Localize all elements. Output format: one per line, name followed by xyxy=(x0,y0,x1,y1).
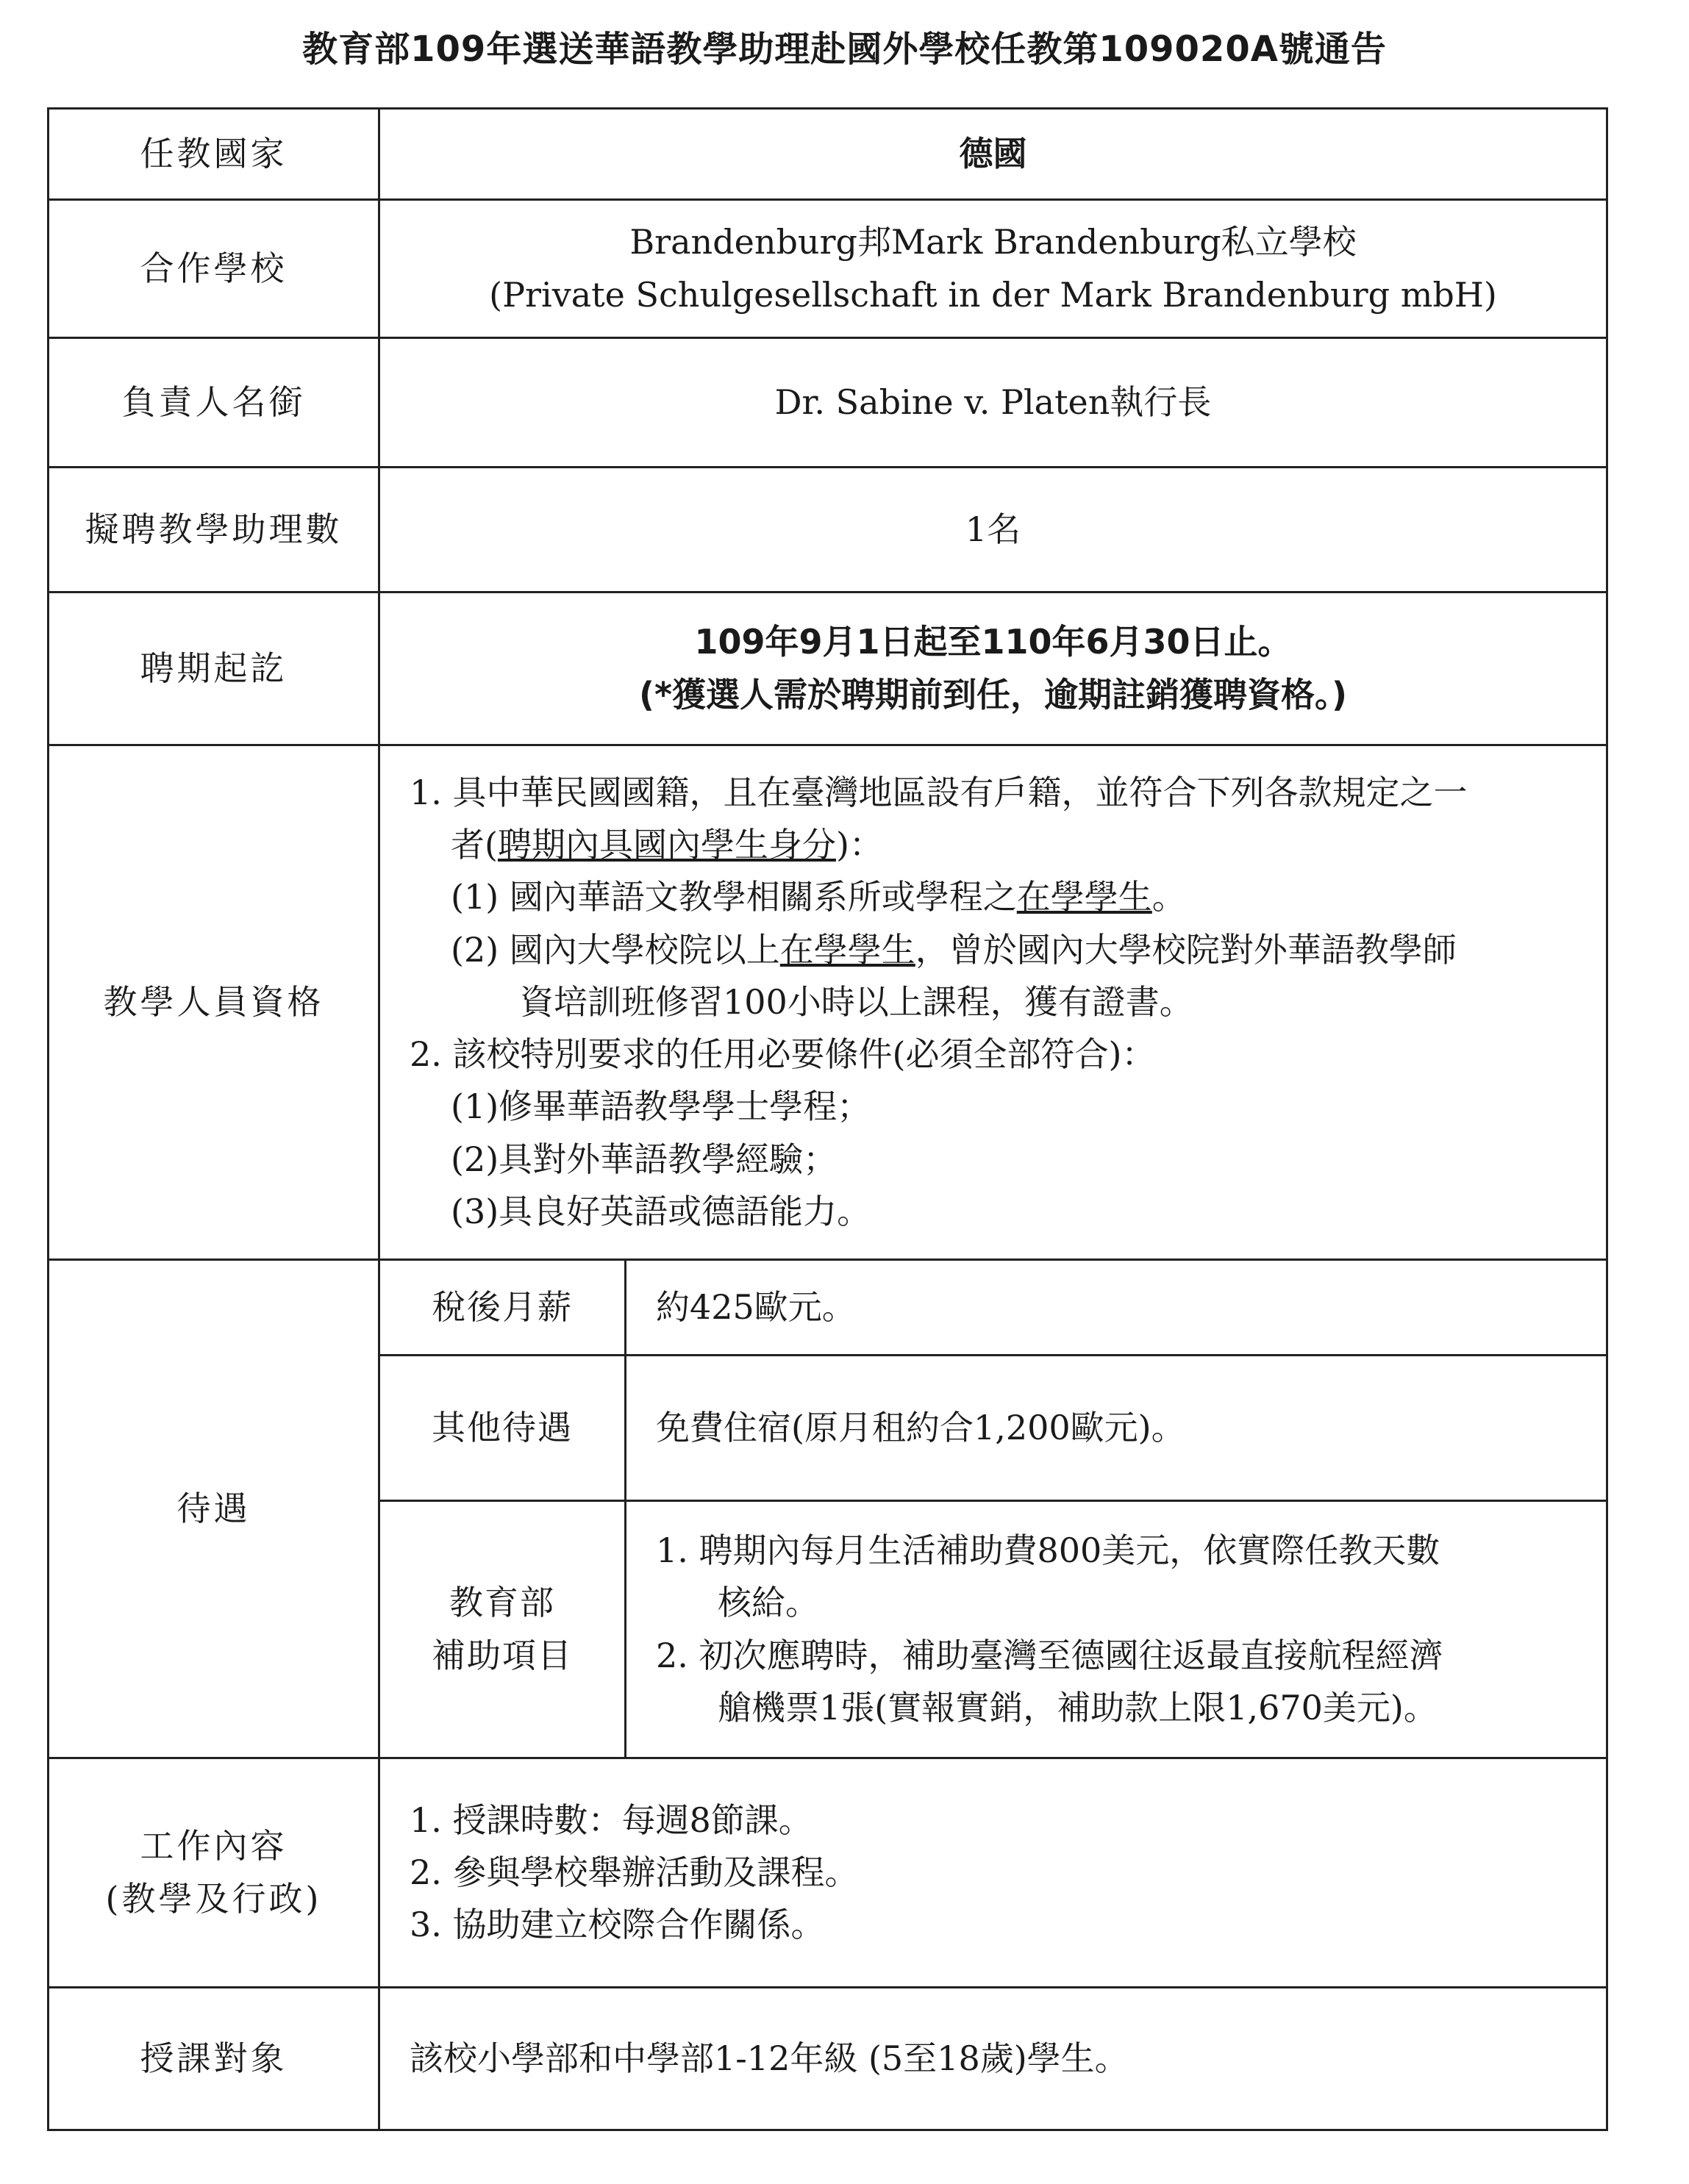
row-school xyxy=(49,200,1607,338)
work-item-2: 2. 參與學校舉辦活動及課程。 xyxy=(410,1852,859,1892)
salary-label: 稅後月薪 xyxy=(379,1260,626,1356)
moe-subsidy-label xyxy=(379,1501,626,1758)
moe-subsidy-value xyxy=(626,1501,1607,1758)
qual-item-1: 1. 具中華民國國籍，且在臺灣地區設有戶籍，並符合下列各款規定之一 xyxy=(410,772,1468,812)
target-label: 授課對象 xyxy=(49,1988,379,2130)
qual-item-2: 2. 該校特別要求的任用必要條件(必須全部符合)： xyxy=(410,1034,1156,1075)
qual-sub-2-post: ，曾於國內大學校院對外華語教學師 xyxy=(915,929,1457,970)
qual-sub-1-post: 。 xyxy=(1151,877,1186,917)
period-value xyxy=(379,592,1607,745)
qual-sub-1-pre: (1) 國內華語文教學相關系所或學程之 xyxy=(451,877,1017,917)
qual-sub-2-pre: (2) 國內大學校院以上 xyxy=(451,929,780,970)
row-country xyxy=(49,109,1607,200)
page-title: 教育部109年選送華語教學助理赴國外學校任教第109020A號通告 xyxy=(302,29,1387,70)
work-item-1: 1. 授課時數：每週8節課。 xyxy=(410,1800,813,1840)
country-value: 德國 xyxy=(379,109,1607,200)
qual-item-1-underline: 聘期內具國內學生身分 xyxy=(497,824,836,864)
country-label: 任教國家 xyxy=(49,109,379,200)
qual-sub-2-underline: 在學學生 xyxy=(779,929,915,970)
row-qualification xyxy=(49,745,1607,1260)
row-salary xyxy=(49,1260,1607,1356)
period-note: (*獲選人需於聘期前到任，逾期註銷獲聘資格。) xyxy=(638,674,1348,715)
row-head xyxy=(49,338,1607,468)
work-item-3: 3. 協助建立校際合作關係。 xyxy=(410,1905,825,1945)
moe-item-1-cont: 核給。 xyxy=(718,1583,819,1623)
notice-table xyxy=(47,107,1608,2131)
school-label: 合作學校 xyxy=(49,200,379,338)
qual-sub-1 xyxy=(410,871,1584,923)
qualification-value xyxy=(379,745,1607,1260)
row-count xyxy=(49,468,1607,592)
qual-sub-2-cont: 資培訓班修習100小時以上課程，獲有證書。 xyxy=(520,981,1193,1022)
qual-item-1-cont xyxy=(410,819,1584,871)
school-name-line2: (Private Schulgesellschaft in der Mark Brandenburg mbH) xyxy=(489,274,1497,315)
row-period xyxy=(49,592,1607,745)
period-label: 聘期起訖 xyxy=(49,592,379,745)
qual-item-1-pre: 者( xyxy=(451,824,498,864)
target-value: 該校小學部和中學部1-12年級 (5至18歲)學生。 xyxy=(379,1988,1607,2130)
qual-item-2-sub-1: (1)修畢華語教學學士學程； xyxy=(451,1086,871,1127)
count-label: 擬聘教學助理數 xyxy=(49,468,379,592)
qual-item-2-sub-3: (3)具良好英語或德語能力。 xyxy=(451,1192,871,1232)
moe-item-2: 2. 初次應聘時，補助臺灣至德國往返最直接航程經濟 xyxy=(656,1635,1443,1675)
row-target xyxy=(49,1988,1607,2130)
other-benefits-label: 其他待遇 xyxy=(379,1356,626,1501)
qual-sub-2 xyxy=(410,924,1584,976)
head-value: Dr. Sabine v. Platen執行長 xyxy=(379,338,1607,468)
qual-item-2-sub-2: (2)具對外華語教學經驗； xyxy=(451,1139,838,1179)
benefits-label: 待遇 xyxy=(49,1260,379,1758)
count-value: 1名 xyxy=(379,468,1607,592)
other-benefits-value: 免費住宿(原月租約合1,200歐元)。 xyxy=(626,1356,1607,1501)
row-work xyxy=(49,1758,1607,1988)
period-dates: 109年9月1日起至110年6月30日止。 xyxy=(694,622,1292,662)
salary-value: 約425歐元。 xyxy=(626,1260,1607,1356)
work-label-line1: 工作內容 xyxy=(140,1826,288,1866)
qual-sub-1-underline: 在學學生 xyxy=(1016,877,1152,917)
qual-item-1-post: )： xyxy=(835,824,883,864)
school-name-line1: Brandenburg邦Mark Brandenburg私立學校 xyxy=(629,222,1357,262)
work-label xyxy=(49,1758,379,1988)
work-value xyxy=(379,1758,1607,1988)
moe-subsidy-label-line2: 補助項目 xyxy=(432,1635,573,1675)
moe-subsidy-label-line1: 教育部 xyxy=(449,1583,555,1623)
moe-item-2-cont: 艙機票1張(實報實銷，補助款上限1,670美元)。 xyxy=(718,1687,1438,1727)
work-label-line2: (教學及行政) xyxy=(105,1878,322,1919)
head-label: 負責人名銜 xyxy=(49,338,379,468)
qualification-label: 教學人員資格 xyxy=(49,745,379,1260)
moe-item-1: 1. 聘期內每月生活補助費800美元，依實際任教天數 xyxy=(656,1530,1440,1570)
school-value xyxy=(379,200,1607,338)
